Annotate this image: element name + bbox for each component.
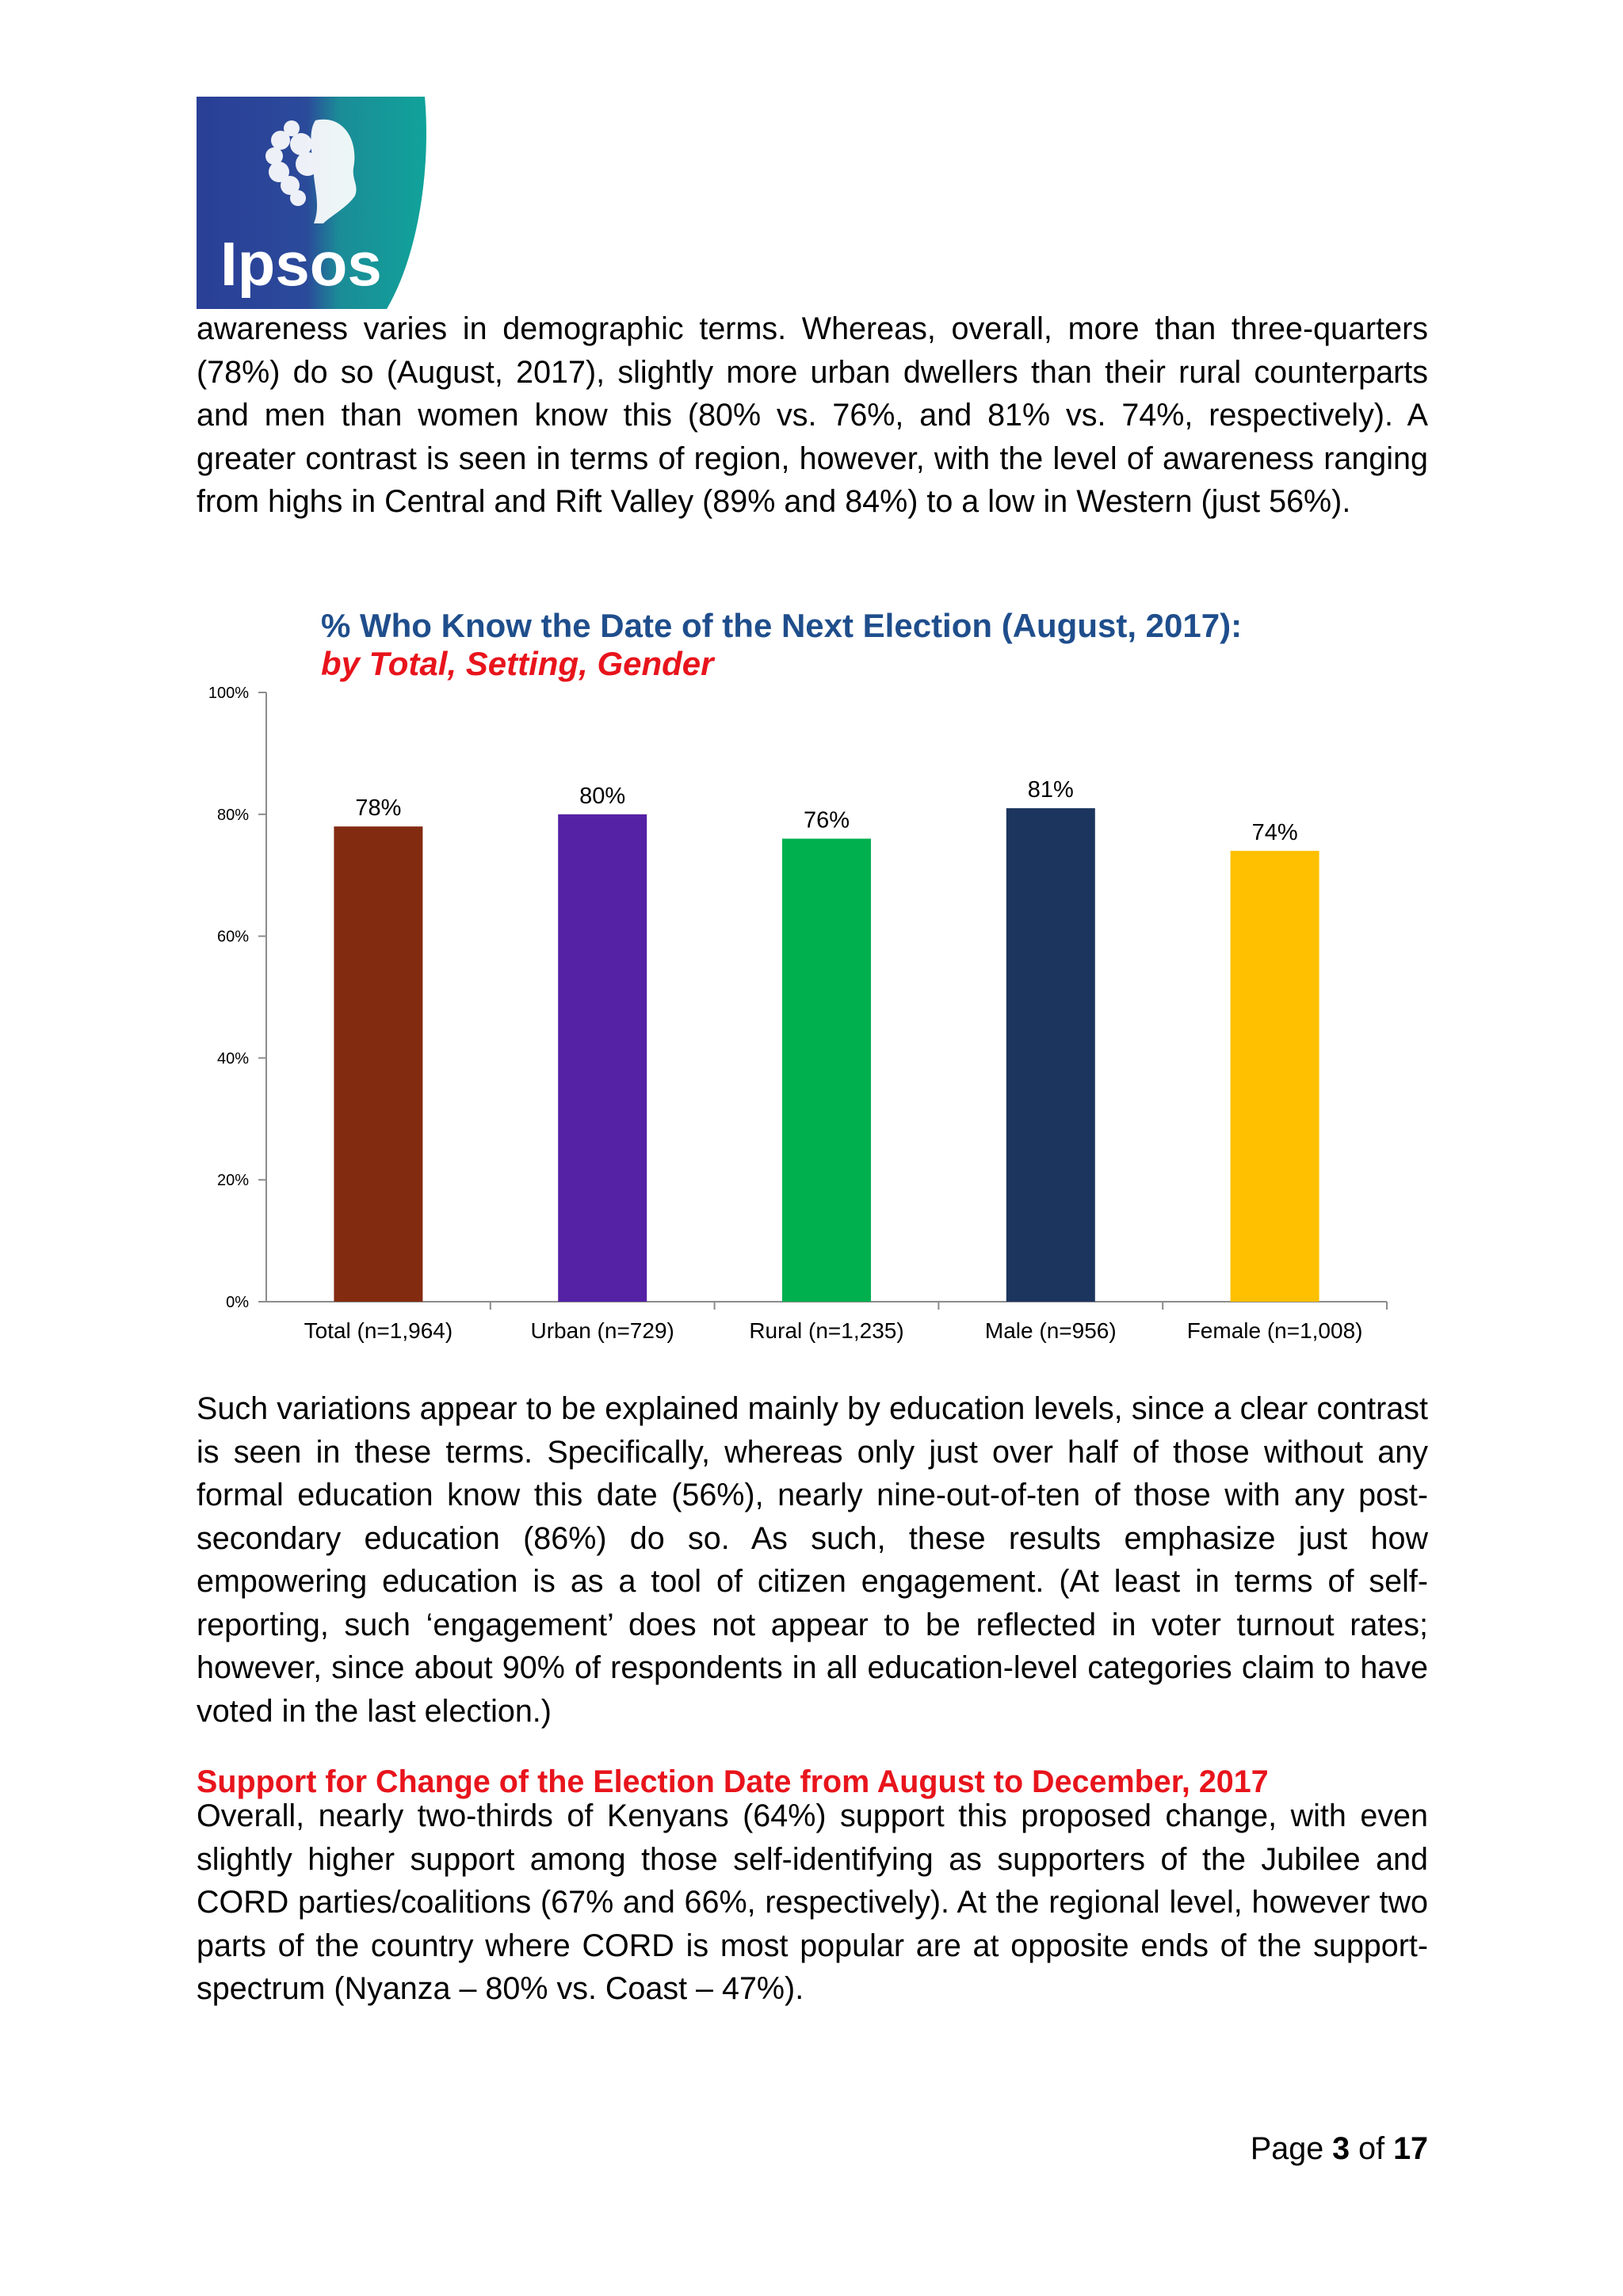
page-number [1189, 2130, 1428, 2168]
y-tick-label: 60% [216, 928, 249, 946]
bar [558, 814, 647, 1302]
category-label: Total (n=1,964) [304, 1318, 453, 1343]
data-label: 78% [355, 795, 402, 822]
y-tick-label: 0% [226, 1294, 249, 1311]
category-label: Rural (n=1,235) [749, 1318, 904, 1343]
data-label: 74% [1251, 819, 1298, 845]
chart-title: % Who Know the Date of the Next Election (August, 2017): [321, 607, 1243, 644]
total-pages: 17 [1393, 2131, 1428, 2166]
category-label: Female (n=1,008) [1186, 1318, 1363, 1343]
data-label: 81% [1027, 777, 1074, 803]
category-label: Urban (n=729) [530, 1318, 674, 1343]
data-label: 76% [803, 807, 850, 833]
current-page: 3 [1332, 2131, 1350, 2166]
bar [1231, 851, 1319, 1302]
data-label: 80% [579, 783, 626, 809]
section-heading: Support for Change of the Election Date from August to December, 2017 [197, 1764, 1269, 1799]
page-of: of [1358, 2131, 1385, 2166]
logo-text: Ipsos [220, 229, 382, 299]
category-label: Male (n=956) [984, 1318, 1117, 1343]
y-tick-label: 100% [208, 685, 249, 702]
bar [334, 826, 422, 1302]
bar [782, 839, 871, 1302]
y-tick-label: 40% [216, 1050, 249, 1068]
y-tick-label: 20% [216, 1172, 249, 1190]
y-tick-label: 80% [216, 806, 249, 824]
chart-subtitle: by Total, Setting, Gender [321, 645, 714, 682]
paragraph-support: Overall, nearly two-thirds of Kenyans (64%) support this proposed change, with even slightly higher support among those self-identifying as supporters of the Jubilee and CORD parties/coalitions (67% and 66%, respectively). At the regional level, however two parts of the country where CORD is most popular are at opposite ends of the support-spectrum (Nyanza – 80% vs. Coast – 47%). [197, 1798, 1428, 2006]
bar [1006, 808, 1095, 1302]
paragraph-awareness: awareness varies in demographic terms. Whereas, overall, more than three-quarters (78%) do so (August, 2017), slightly more urban dwellers than their rural counterparts and men than women know this (80% vs. 76%, and 81% vs. 74%, respectively). A greater contrast is seen in terms of region, however, with the level of awareness ranging from highs in Central and Rift Valley (89% and 84%) to a low in Western (just 56%). [197, 311, 1428, 519]
page-prefix: Page [1250, 2131, 1324, 2166]
paragraph-education: Such variations appear to be explained mainly by education levels, since a clear contrast is seen in these terms. Specifically, whereas only just over half of those without any formal education know this date (56%), nearly nine-out-of-ten of those with any post-secondary education (86%) do so. As such, these results emphasize just how empowering education is as a tool of citizen engagement. (At least in terms of self-reporting, such ‘engagement’ does not appear to be reflected in voter turnout rates; however, since about 90% of respondents in all education-level categories claim to have voted in the last election.) [197, 1391, 1428, 1729]
ipsos-logo [197, 97, 428, 309]
